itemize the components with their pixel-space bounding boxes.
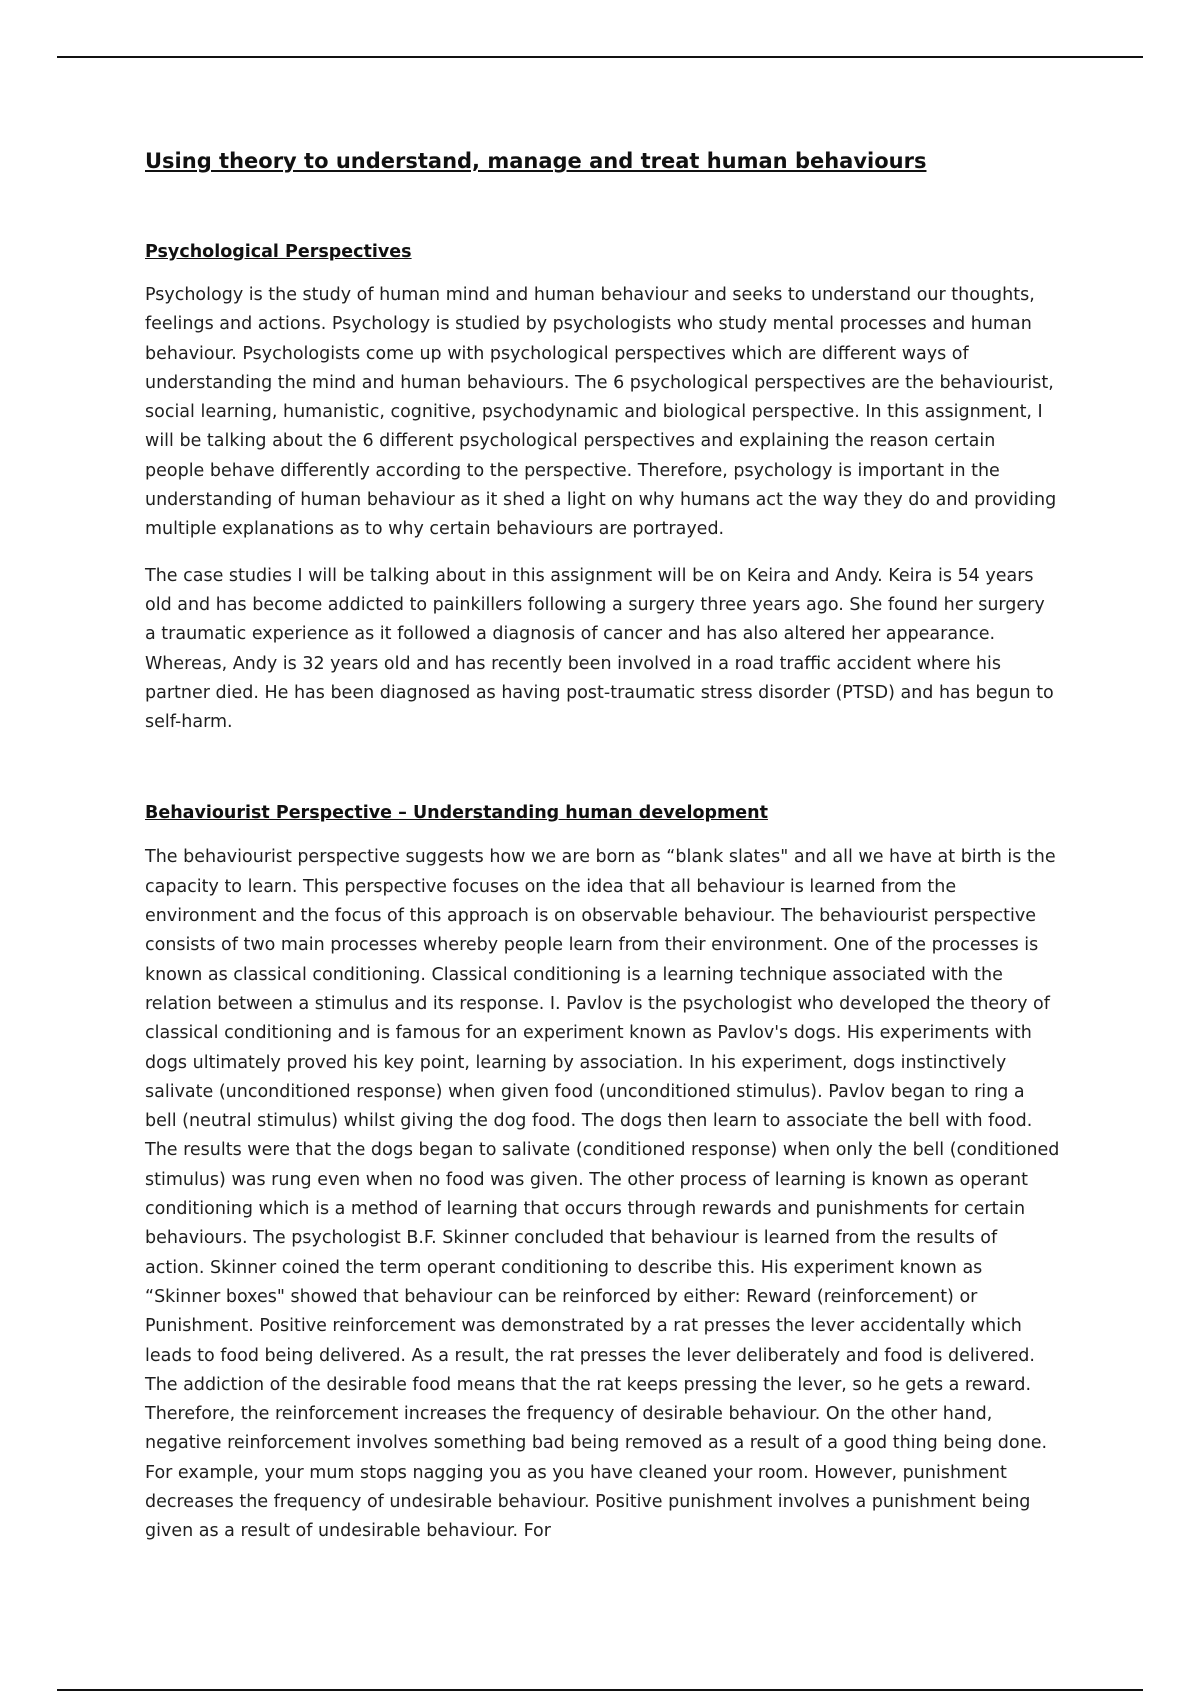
paragraph-case-studies: The case studies I will be talking about in this assignment will be on Keira and Andy. Keira is 54 years old and has become addicted to painkillers following a surgery three years ago. She found her surgery a traumatic experience as it followed a diagnosis of cancer and has also altered her appearance. Whereas, Andy is 32 years old and has recently been involved in a road traffic accident where his partner died. He has been diagnosed as having post-traumatic stress disorder (PTSD) and has begun to self-harm. (145, 565, 1054, 733)
section-heading-psychological-perspectives: Psychological Perspectives (145, 242, 412, 262)
paragraph-psychology-intro: Psychology is the study of human mind and human behaviour and seeks to understand our thoughts, feelings and actions. Psychology is studied by psychologists who study mental processes and human behaviour. Psychologists come up with psychological perspectives which are different ways of understanding the mind and human behaviours. The 6 psychological perspectives are the behaviourist, social learning, humanistic, cognitive, psychodynamic and biological perspective. In this assignment, I will be talking about the 6 different psychological perspectives and explaining the reason certain people behave differently according to the perspective. Therefore, psychology is important in the understanding of human behaviour as it shed a light on why humans act the way they do and providing multiple explanations as to why certain behaviours are portrayed. (145, 285, 1057, 540)
page-top-rule (57, 56, 1143, 58)
section-heading-behaviourist-perspective: Behaviourist Perspective – Understanding human development (145, 803, 768, 824)
paragraph-behaviourist-perspective: The behaviourist perspective suggests how we are born as “blank slates" and all we have at birth is the capacity to learn. This perspective focuses on the idea that all behaviour is learned from the environment and the focus of this approach is on observable behaviour. The behaviourist perspective consists of two main processes whereby people learn from their environment. One of the processes is known as classical conditioning. Classical conditioning is a learning technique associated with the relation between a stimulus and its response. I. Pavlov is the psychologist who developed the theory of classical conditioning and is famous for an experiment known as Pavlov's dogs. His experiments with dogs ultimately proved his key point, learning by association. In his experiment, dogs instinctively salivate (unconditioned response) when given food (unconditioned stimulus). Pavlov began to ring a bell (neutral stimulus) whilst giving the dog food. The dogs then learn to associate the bell with food. The results were that the dogs began to salivate (conditioned response) when only the bell (conditioned stimulus) was rung even when no food was given. The other process of learning is known as operant conditioning which is a method of learning that occurs through rewards and punishments for certain behaviours. The psychologist B.F. Skinner concluded that behaviour is learned from the results of action. Skinner coined the term operant conditioning to describe this. His experiment known as “Skinner boxes" showed that behaviour can be reinforced by either: Reward (reinforcement) or Punishment. Positive reinforcement was demonstrated by a rat presses the lever accidentally which leads to food being delivered. As a result, the rat presses the lever deliberately and food is delivered. The addiction of the desirable food means that the rat keeps pressing the lever, so he gets a reward. Therefore, the reinforcement increases the frequency of desirable behaviour. On the other hand, negative reinforcement involves something bad being removed as a result of a good thing being done. For example, your mum stops nagging you as you have cleaned your room. However, punishment decreases the frequency of undesirable behaviour. Positive punishment involves a punishment being given as a result of undesirable behaviour. For (145, 847, 1060, 1542)
page-bottom-rule (57, 1689, 1143, 1691)
document-title: Using theory to understand, manage and treat human behaviours (145, 149, 927, 173)
document-body (145, 146, 1060, 1547)
